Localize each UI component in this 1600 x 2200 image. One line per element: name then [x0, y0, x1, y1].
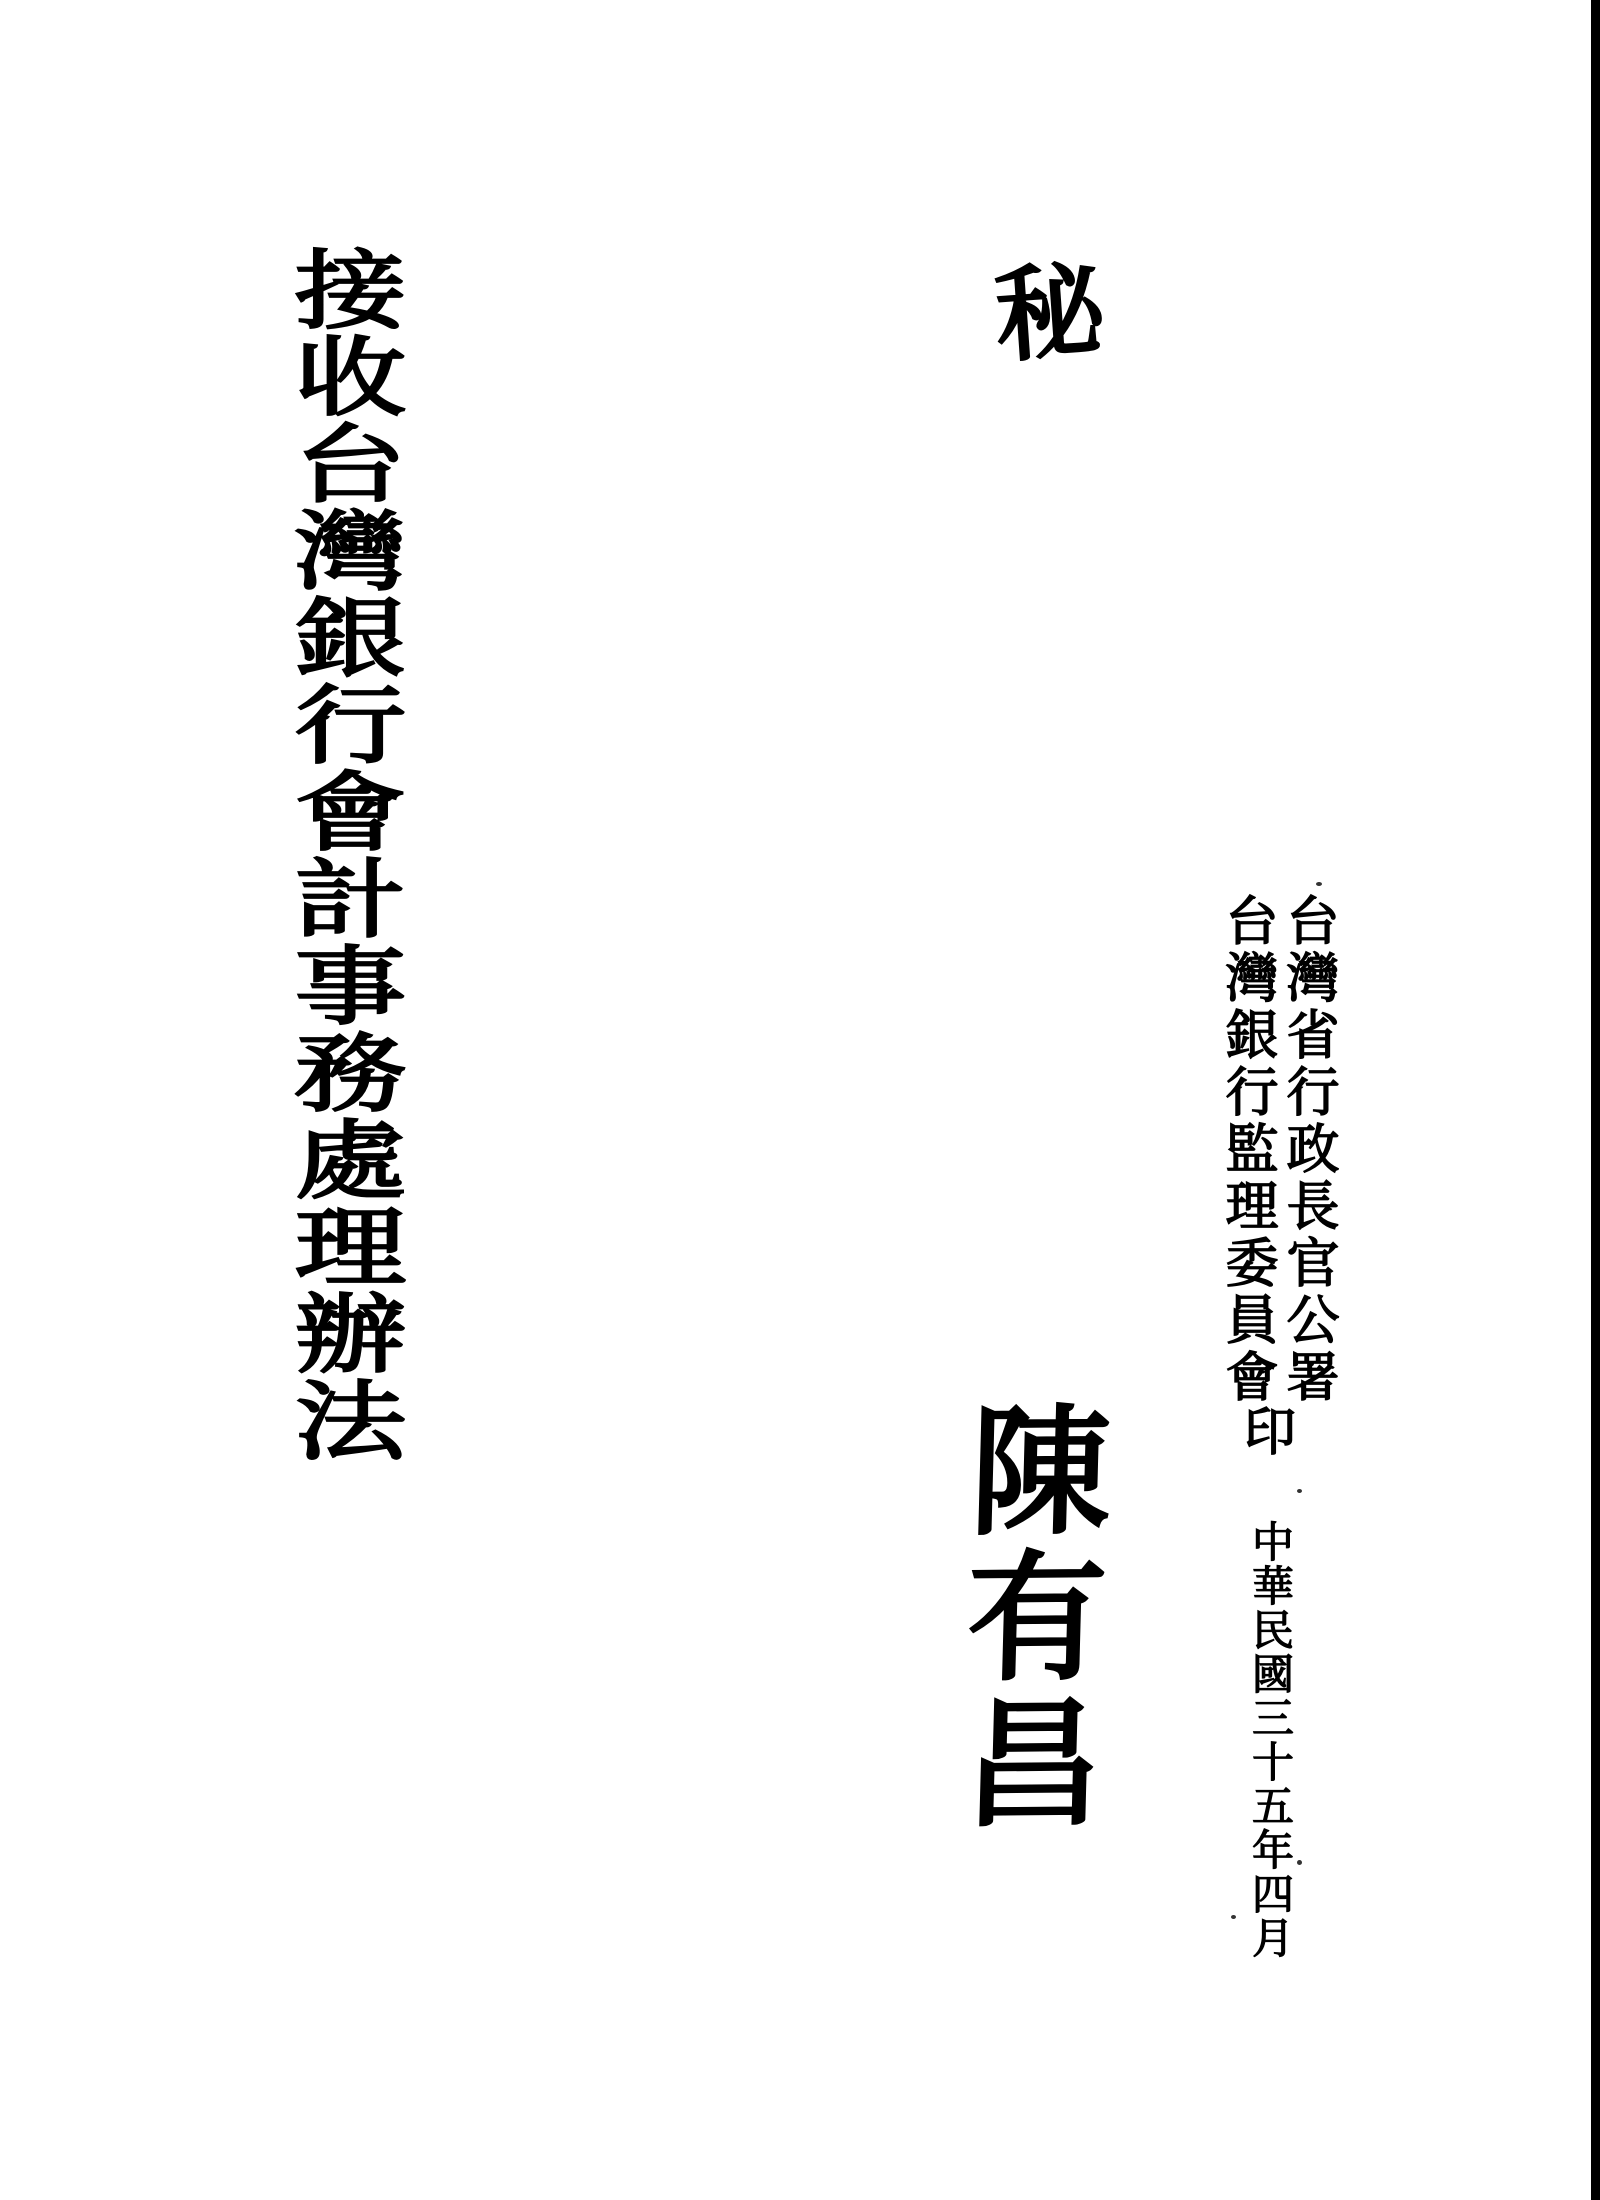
issuer-column-committee: 台灣銀行監理委員會: [1218, 893, 1276, 1406]
classification-mark-secret: 秘: [990, 253, 1110, 376]
seal-suffix-character: 印: [1243, 1405, 1296, 1462]
scan-speck: [1297, 1860, 1302, 1865]
date-column: 中華民國三十五年四月: [1246, 1520, 1292, 1960]
scan-speck: [1231, 1915, 1236, 1919]
issuer-column-office: 台灣省行政長官公署: [1279, 893, 1337, 1406]
document-title-vertical: 接收台灣銀行會計事務處理辦法: [277, 245, 403, 1463]
scan-speck: [1297, 1489, 1302, 1493]
scan-speck: [1316, 882, 1322, 886]
signature-handwriting: 陳有昌: [940, 1397, 1108, 1837]
issuer-block: [1216, 893, 1338, 1418]
scan-edge-strip: [1591, 0, 1600, 2200]
